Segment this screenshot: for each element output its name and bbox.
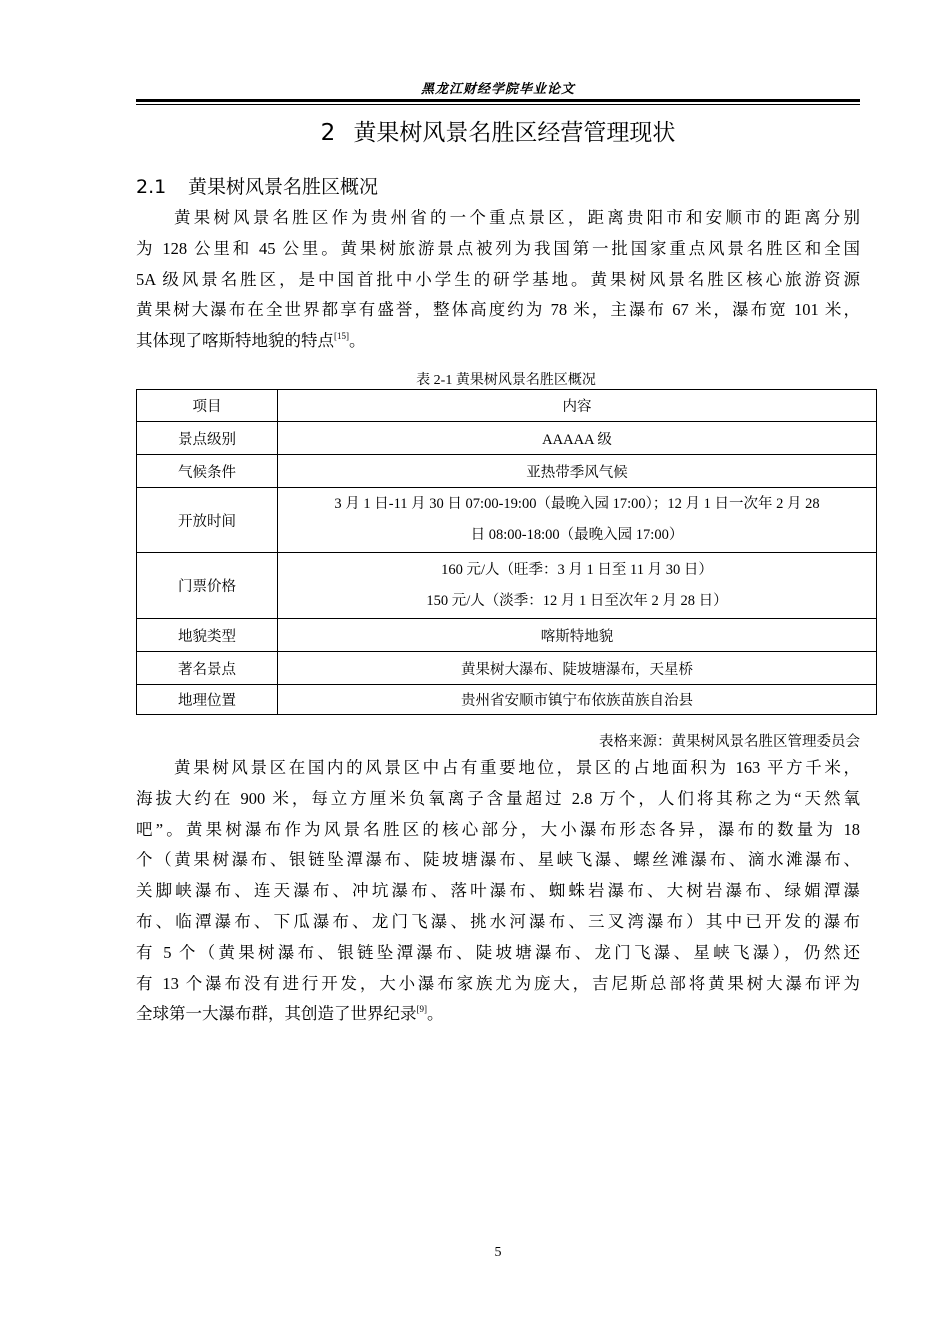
row-item-cell: 著名景点: [137, 652, 278, 685]
paragraph-line: 个（黄果树瀑布、银链坠潭瀑布、陡坡塘瀑布、星峡飞瀑、螺丝滩瀑布、滴水滩瀑布、: [136, 850, 860, 870]
table-caption: 表 2-1 黄果树风景名胜区概况: [416, 373, 596, 388]
row-content-cell: 贵州省安顺市镇宁布依族苗族自治县: [278, 685, 877, 715]
row-item-cell: 景点级别: [137, 422, 278, 455]
row-content-cell: [278, 488, 877, 553]
paragraph-line: 有 13 个瀑布没有进行开发，大小瀑布家族尤为庞大，吉尼斯总部将黄果树大瀑布评为: [136, 973, 860, 993]
paragraph-line-last: [136, 326, 860, 357]
header-rule-thin: [136, 104, 860, 105]
cell-line: 3 月 1 日-11 月 30 日 07:00-19:00（最晚入园 17:00）；12 月 1 日一次年 2 月 28: [334, 496, 820, 512]
table-row: [137, 553, 877, 619]
table-row: [137, 422, 877, 455]
header-rule-thick: [136, 99, 860, 102]
paragraph-overview: [136, 203, 860, 357]
cell-line: 日 08:00-18:00（最晚入园 17:00）: [470, 527, 684, 543]
section-number: 2.1: [136, 176, 167, 198]
row-item-cell: 地理位置: [137, 685, 278, 715]
citation: [9]: [416, 1004, 427, 1015]
paragraph-line: 有 5 个（黄果树瀑布、银链坠潭瀑布、陡坡塘瀑布、龙门飞瀑、星峡飞瀑），仍然还: [136, 942, 860, 962]
paragraph-line: 关脚峡瀑布、连天瀑布、冲坑瀑布、落叶瀑布、蜘蛛岩瀑布、大树岩瀑布、绿媚潭瀑: [136, 881, 860, 901]
cell-line: 160 元/人（旺季：3 月 1 日至 11 月 30 日）: [441, 561, 713, 578]
row-content-cell: 亚热带季风气候: [278, 455, 877, 488]
paragraph-line-last: [136, 999, 860, 1030]
cell-line: 150 元/人（淡季：12 月 1 日至次年 2 月 28 日）: [426, 592, 728, 609]
row-content-cell: [278, 553, 877, 619]
table-row: [137, 619, 877, 652]
citation: [15]: [334, 331, 349, 342]
paragraph-text: 其体现了喀斯特地貌的特点: [136, 331, 334, 351]
chapter-title: 黄果树风景名胜区经营管理现状: [353, 120, 676, 146]
row-item-cell: 开放时间: [137, 488, 278, 553]
section-heading: [136, 172, 378, 199]
table-header-row: [137, 390, 877, 422]
paragraph-line: 为 128 公里和 45 公里。黄果树旅游景点被列为我国第一批国家重点风景名胜区和全国: [136, 238, 860, 258]
paragraph-line: 黄果树风景区在国内的风景区中占有重要地位，景区的占地面积为 163 平方千米，: [174, 758, 860, 777]
row-item-cell: 气候条件: [137, 455, 278, 488]
row-content-cell: AAAAA 级: [278, 422, 877, 455]
row-item-cell: 地貌类型: [137, 619, 278, 652]
paragraph-waterfalls: [136, 753, 860, 1030]
header-cell-item: 项目: [137, 390, 278, 422]
paragraph-line: 黄果树风景名胜区作为贵州省的一个重点景区，距离贵阳市和安顺市的距离分别: [174, 208, 860, 227]
table-row: [137, 652, 877, 685]
page-number: 5: [494, 1245, 502, 1260]
table-row: [137, 488, 877, 553]
header-cell-content: 内容: [278, 390, 877, 422]
punctuation: 。: [349, 331, 366, 351]
row-content-cell: 喀斯特地貌: [278, 619, 877, 652]
overview-table: [136, 389, 877, 715]
paragraph-text: 全球第一大瀑布群，其创造了世界纪录: [136, 1004, 417, 1024]
section-title: 黄果树风景名胜区概况: [188, 176, 379, 198]
paragraph-line: 布、临潭瀑布、下瓜瀑布、龙门飞瀑、挑水河瀑布、三叉湾瀑布）其中已开发的瀑布: [136, 911, 860, 931]
row-item-cell: 门票价格: [137, 553, 278, 619]
row-content-cell: 黄果树大瀑布、陡坡塘瀑布，天星桥: [278, 652, 877, 685]
paragraph-line: 5A 级风景名胜区，是中国首批中小学生的研学基地。黄果树风景名胜区核心旅游资源: [136, 269, 860, 289]
paragraph-line: 海拔大约在 900 米，每立方厘米负氧离子含量超过 2.8 万个，人们将其称之为“天然氧: [136, 788, 860, 808]
table-row: [137, 455, 877, 488]
chapter-number: 2: [320, 120, 336, 146]
running-header: 黑龙江财经学院毕业论文: [420, 82, 575, 97]
chapter-heading: [136, 114, 860, 147]
paragraph-line: 黄果树大瀑布在全世界都享有盛誉，整体高度约为 78 米，主瀑布 67 米，瀑布宽 101 米，: [136, 300, 860, 320]
table-row: [137, 685, 877, 715]
paragraph-line: 吧”。黄果树瀑布作为风景名胜区的核心部分，大小瀑布形态各异，瀑布的数量为 18: [136, 819, 860, 839]
punctuation: 。: [427, 1004, 444, 1024]
table-source-note: 表格来源：黄果树风景名胜区管理委员会: [599, 734, 860, 750]
